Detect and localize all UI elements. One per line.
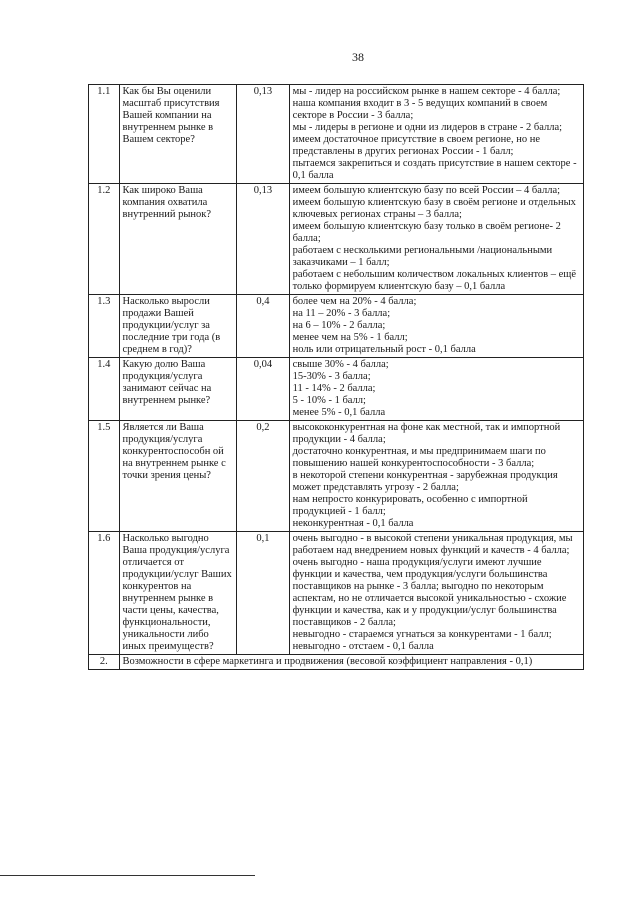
question-cell: Насколько выросли продажи Вашей продукции/услуг за последние три года (в среднем в год)? — [119, 295, 237, 358]
answers-cell — [289, 421, 583, 532]
answer-option: высококонкурентная на фоне как местной, так и импортной продукции - 4 балла; — [292, 422, 561, 445]
row-number: 1.3 — [89, 295, 120, 358]
table-row — [89, 85, 584, 184]
answers-cell — [289, 295, 583, 358]
row-number: 1.1 — [89, 85, 120, 184]
answer-option: свыше 30% - 4 балла; — [292, 359, 389, 370]
weight-cell: 0,04 — [237, 358, 289, 421]
answer-option: менее 5% - 0,1 балла — [292, 407, 386, 418]
answer-option: имеем большую клиентскую базу в своём регионе и отдельных ключевых регионах страны – 3 балла; — [292, 197, 576, 220]
answer-option: невыгодно - отстаем - 0,1 балла — [292, 641, 434, 652]
answer-option: мы - лидеры в регионе и одни из лидеров в стране - 2 балла; — [292, 122, 563, 133]
page-number: 38 — [352, 50, 364, 64]
row-number: 1.4 — [89, 358, 120, 421]
section-row — [89, 655, 584, 670]
answer-option: имеем большую клиентскую базу по всей России – 4 балла; — [292, 185, 561, 196]
question-cell: Какую долю Ваша продукция/услуга занимают сейчас на внутреннем рынке? — [119, 358, 237, 421]
question-cell: Как широко Ваша компания охватила внутренний рынок? — [119, 184, 237, 295]
table-row — [89, 421, 584, 532]
table-row — [89, 358, 584, 421]
table-row — [89, 184, 584, 295]
answer-option: 15-30% - 3 балла; — [292, 371, 371, 382]
section-number: 2. — [89, 655, 120, 670]
answer-option: 5 - 10% - 1 балл; — [292, 395, 366, 406]
answer-option: имеем большую клиентскую базу только в своём регионе- 2 балла; — [292, 221, 561, 244]
answer-option: менее чем на 5% - 1 балл; — [292, 332, 408, 343]
answer-option: на 11 – 20% - 3 балла; — [292, 308, 391, 319]
weight-cell: 0,4 — [237, 295, 289, 358]
answer-option: наша компания входит в 3 - 5 ведущих компаний в своем секторе в России - 3 балла; — [292, 98, 548, 121]
answer-option: нам непросто конкурировать, особенно с импортной продукцией - 1 балл; — [292, 494, 528, 517]
answer-option: достаточно конкурентная, и мы предпринимаем шаги по повышению нашей конкурентоспособности - 3 балла; — [292, 446, 546, 469]
row-number: 1.5 — [89, 421, 120, 532]
table-row — [89, 295, 584, 358]
answer-option: имеем достаточное присутствие в своем регионе, но не представлены в других регионах России - 1 балл; — [292, 134, 540, 157]
answer-option: 11 - 14% - 2 балла; — [292, 383, 376, 394]
weight-cell: 0,2 — [237, 421, 289, 532]
answer-option: неконкурентная - 0,1 балла — [292, 518, 414, 529]
question-cell: Насколько выгодно Ваша продукция/услуга отличается от продукции/услуг Ваших конкурентов на внутреннем рынке в части цены, качества, функциональности, уникальности либо иных преимуществ? — [119, 532, 237, 655]
answer-option: очень выгодно - наша продукция/услуги имеют лучшие функции и качества, чем продукция/услуги большинства поставщиков на рынке - 3 балла; выгодно по некоторым аспектам, но не отличается высокой уникальностью - схожие функции и качества, как и у продукции/услуг большинства поставщиков - 2 балла; — [292, 557, 567, 628]
answer-option: пытаемся закрепиться и создать присутствие в нашем секторе - 0,1 балла — [292, 158, 577, 181]
answer-option: невыгодно - стараемся угнаться за конкурентами - 1 балл; — [292, 629, 552, 640]
answers-cell — [289, 532, 583, 655]
answer-option: мы - лидер на российском рынке в нашем секторе - 4 балла; — [292, 86, 561, 97]
weight-cell: 0,13 — [237, 184, 289, 295]
answer-option: более чем на 20% - 4 балла; — [292, 296, 417, 307]
weight-cell: 0,1 — [237, 532, 289, 655]
answer-option: на 6 – 10% - 2 балла; — [292, 320, 386, 331]
weight-cell: 0,13 — [237, 85, 289, 184]
question-cell: Является ли Ваша продукция/услуга конкурентоспособн ой на внутреннем рынке с точки зрения цены? — [119, 421, 237, 532]
answer-option: работаем с небольшим количеством локальных клиентов – ещё только формируем клиентскую базу – 0,1 балла — [292, 269, 577, 292]
row-number: 1.2 — [89, 184, 120, 295]
answers-cell — [289, 184, 583, 295]
table-row — [89, 532, 584, 655]
answer-option: ноль или отрицательный рост - 0,1 балла — [292, 344, 476, 355]
answer-option: в некоторой степени конкурентная - зарубежная продукция может представлять угрозу - 2 балла; — [292, 470, 558, 493]
answers-cell — [289, 358, 583, 421]
row-number: 1.6 — [89, 532, 120, 655]
answers-cell — [289, 85, 583, 184]
answer-option: очень выгодно - в высокой степени уникальная продукция, мы работаем над внедрением новых функций и качеств - 4 балла; — [292, 533, 573, 556]
answer-option: работаем с несколькими региональными /национальными заказчиками – 1 балл; — [292, 245, 553, 268]
criteria-table — [88, 84, 584, 670]
question-cell: Как бы Вы оценили масштаб присутствия Вашей компании на внутреннем рынке в Вашем секторе? — [119, 85, 237, 184]
section-title: Возможности в сфере маркетинга и продвижения (весовой коэффициент направления - 0,1) — [119, 655, 583, 670]
footnote-separator — [0, 875, 255, 876]
